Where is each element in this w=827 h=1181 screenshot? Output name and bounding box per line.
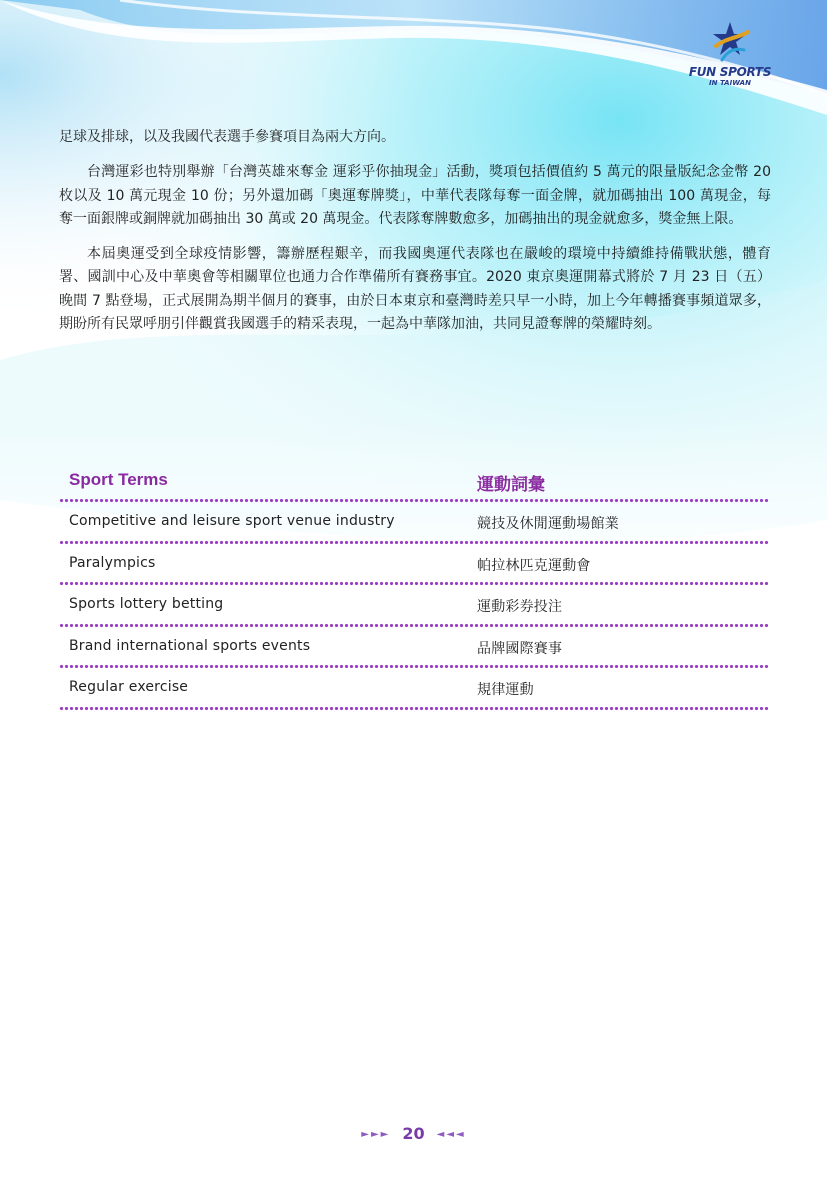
star-athlete-logo-icon	[708, 20, 752, 64]
table-row	[59, 545, 769, 582]
fun-sports-logo	[686, 20, 774, 92]
logo-subtitle: IN TAIWAN	[709, 79, 751, 87]
term-en: Competitive and leisure sport venue industry	[69, 513, 395, 529]
terms-header	[59, 466, 769, 498]
term-zh: 競技及休閒運動場館業	[477, 516, 619, 532]
page-number: 20	[402, 1124, 425, 1143]
terms-header-zh: 運動詞彙	[477, 475, 545, 494]
logo-title: FUN SPORTS	[688, 65, 772, 79]
term-en: Brand international sports events	[69, 637, 311, 654]
term-en: Paralympics	[69, 554, 156, 571]
terms-header-en: Sport Terms	[69, 470, 168, 489]
right-arrows-icon: ◄◄◄	[436, 1129, 466, 1140]
table-row	[59, 669, 769, 706]
table-row	[59, 503, 769, 540]
table-row	[59, 586, 769, 623]
sport-terms-table	[59, 466, 769, 711]
paragraph-3: 本屆奧運受到全球疫情影響，籌辦歷程艱辛，而我國奧運代表隊也在嚴峻的環境中持續維持備戰狀態，體育署、國訓中心及中華奧會等相關單位也通力合作準備所有賽務事宜。2020 東京奧運開幕式將於 7 月 23 日（五）晚間 7 點登場，正式展開為期半個月的賽事，由於日本東京和臺灣時差只早一小時，加上今年轉播賽事頻道眾多，期盼所有民眾呼朋引伴觀賞我國選手的精采表現，一起為中華隊加油，共同見證奪牌的榮耀時刻。	[59, 246, 771, 333]
article-body	[59, 126, 771, 336]
term-zh: 品牌國際賽事	[477, 640, 563, 657]
dotted-divider	[59, 706, 769, 711]
page-footer	[0, 1124, 827, 1143]
term-zh: 運動彩券投注	[477, 599, 563, 615]
left-arrows-icon: ►►►	[361, 1129, 391, 1140]
paragraph-2: 台灣運彩也特別舉辦「台灣英雄來奪金 運彩乎你抽現金」活動，獎項包括價值約 5 萬元的限量版紀念金幣 20 枚以及 10 萬元現金 10 份；另外還加碼「奧運奪牌獎」，中華代表隊每奪一面金牌，就加碼抽出 100 萬現金，每奪一面銀牌或銅牌就加碼抽出 30 萬或 20 萬現金。代表隊奪牌數愈多，加碼抽出的現金就愈多，獎金無上限。	[59, 164, 771, 227]
term-zh: 帕拉林匹克運動會	[477, 557, 591, 574]
table-row	[59, 628, 769, 665]
term-en: Sports lottery betting	[69, 596, 224, 612]
term-en: Regular exercise	[69, 679, 189, 695]
term-zh: 規律運動	[477, 682, 534, 698]
paragraph-1: 足球及排球，以及我國代表選手參賽項目為兩大方向。	[59, 129, 395, 145]
